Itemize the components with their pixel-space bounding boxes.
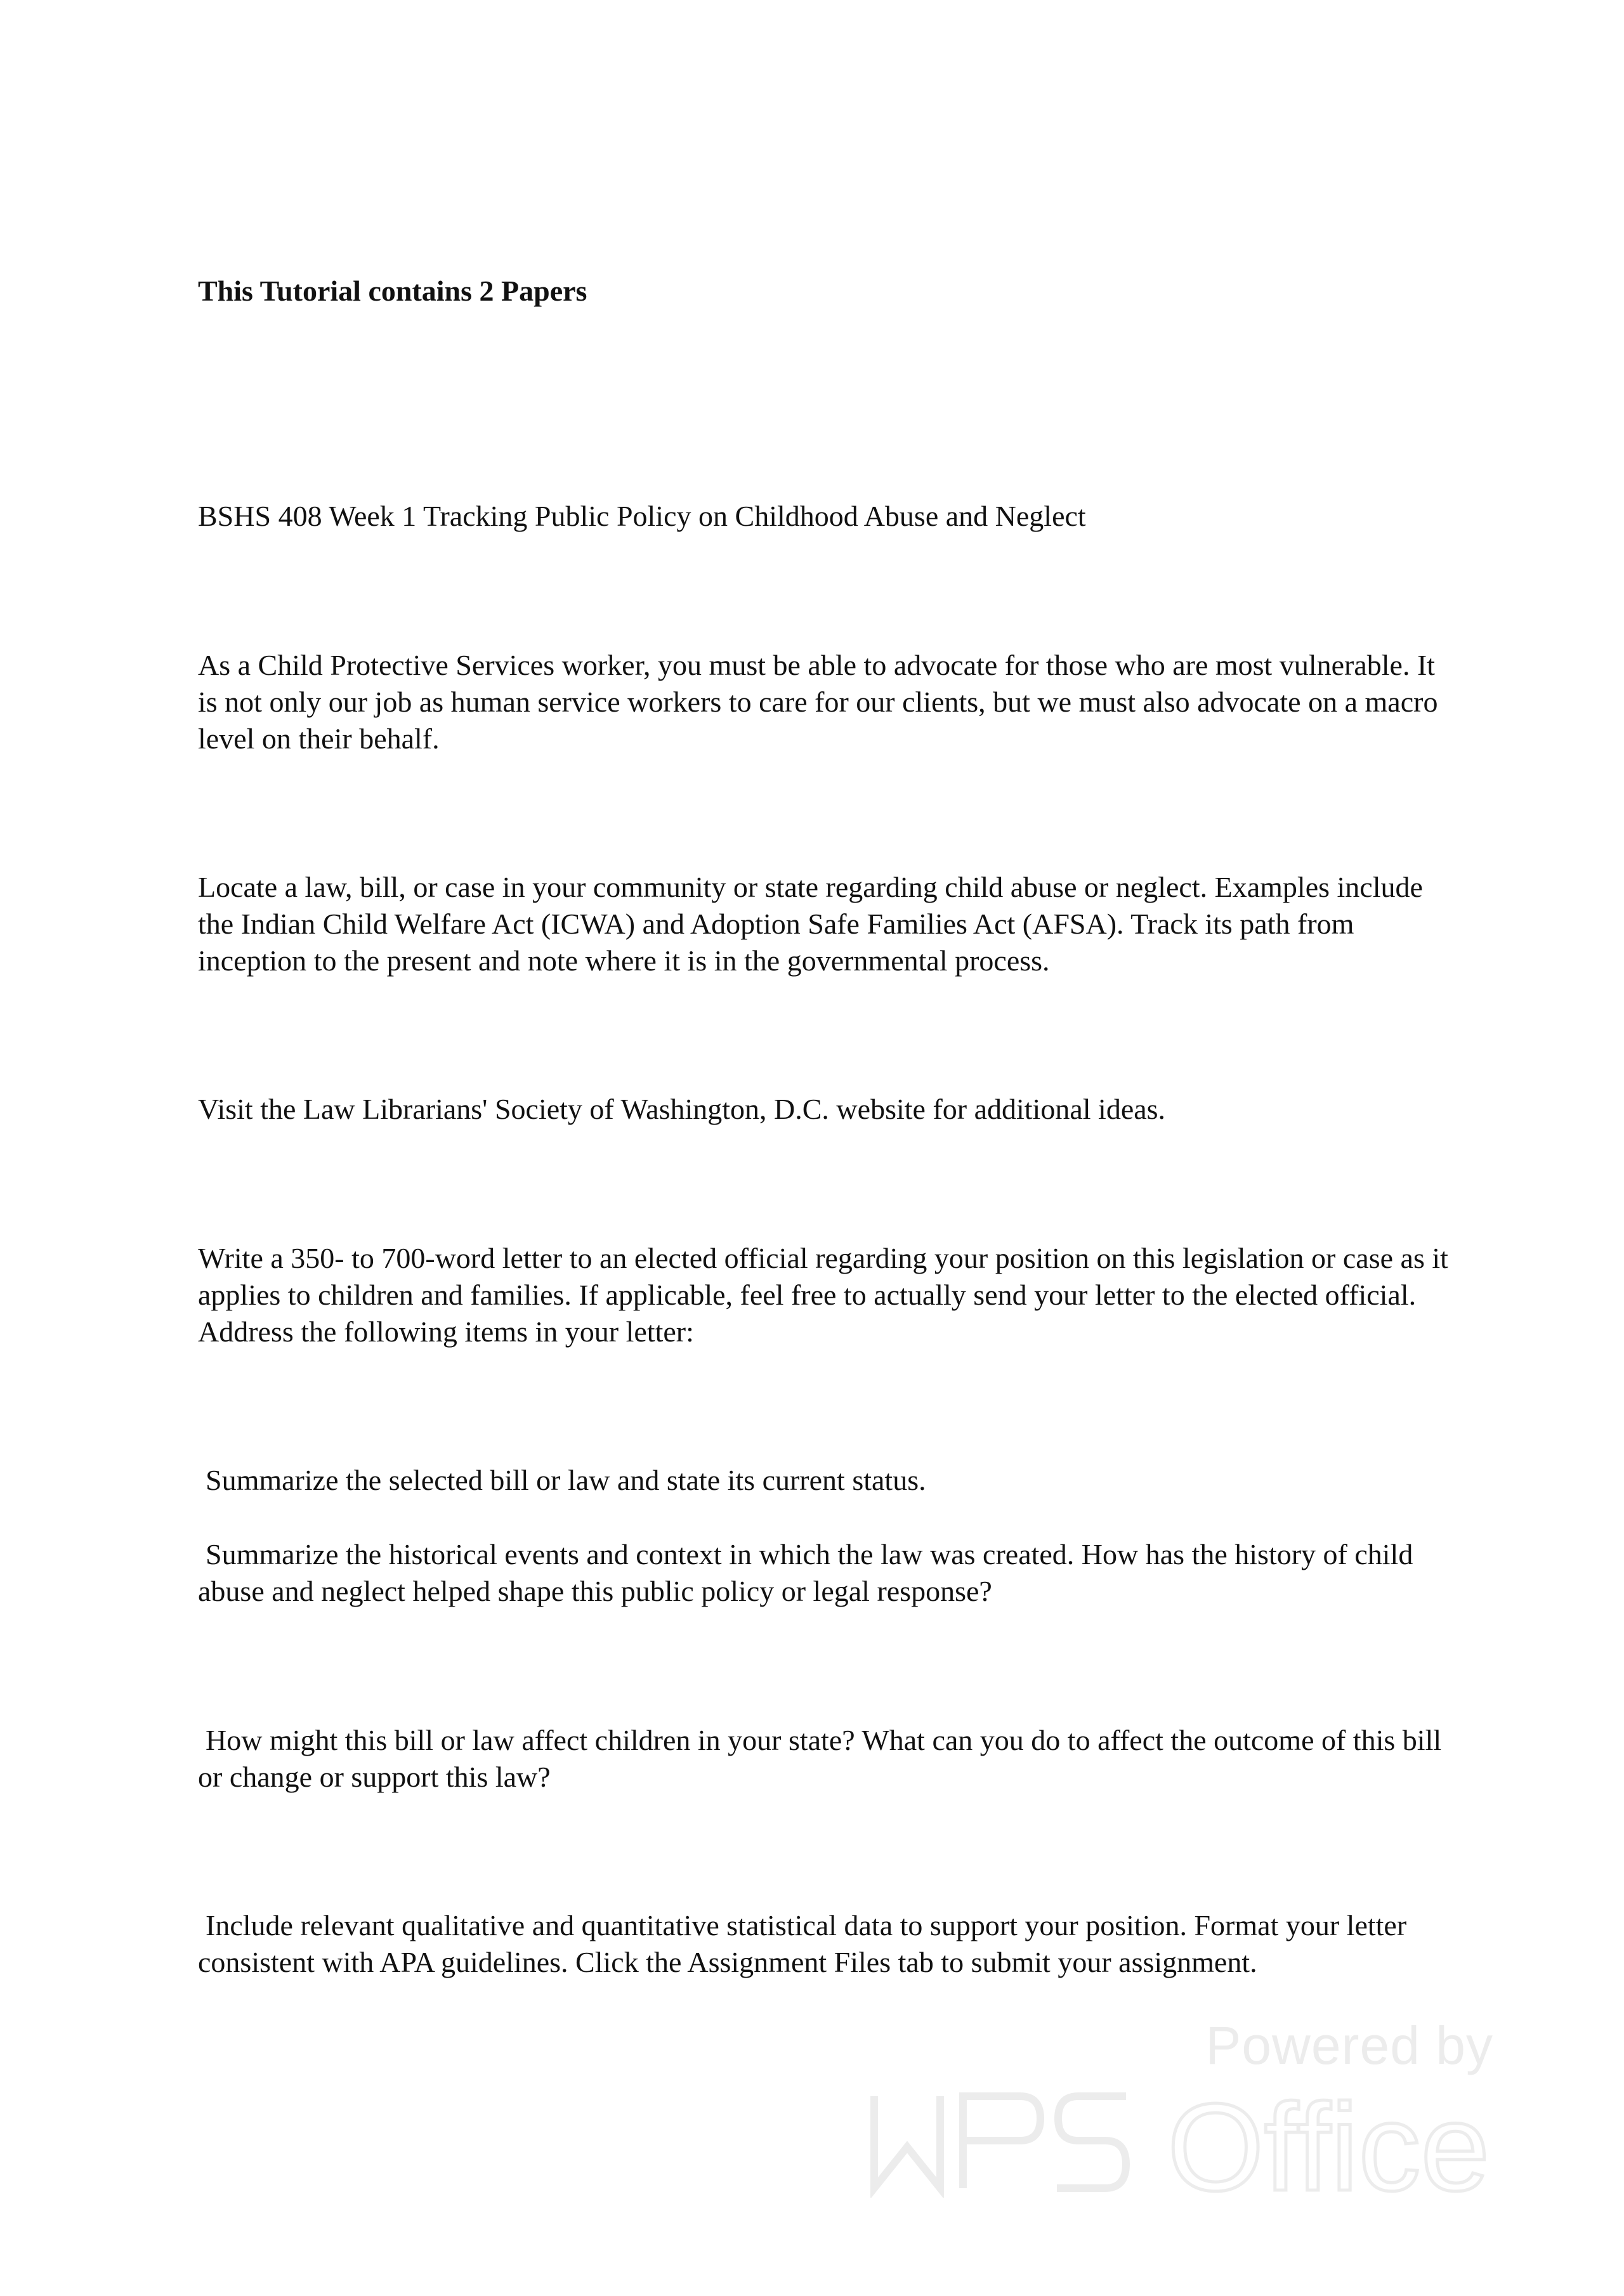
document-heading: This Tutorial contains 2 Papers — [198, 275, 587, 307]
list-item: How might this bill or law affect children in your state? What can you do to affect the outcome of this bill or change or support this law? — [198, 1724, 1442, 1793]
document-title: BSHS 408 Week 1 Tracking Public Policy on Childhood Abuse and Neglect — [198, 500, 1086, 532]
paragraph-intro: As a Child Protective Services worker, you must be able to advocate for those who are most vulnerable. It is not only our job as human service workers to care for our clients, but we must also advocate on a macro level on their behalf. — [198, 649, 1438, 755]
watermark-powered-by: Powered by — [1205, 2016, 1493, 2075]
list-item: Include relevant qualitative and quantitative statistical data to support your position. Format your letter consistent with APA guidelines. Click the Assignment Files tab to submit your assignment. — [198, 1909, 1407, 1978]
paragraph-locate: Locate a law, bill, or case in your community or state regarding child abuse or neglect. Examples include the Indian Child Welfare Act (ICWA) and Adoption Safe Families Act (AFSA). Track its path from inception to the present and note where it is in the governmental process. — [198, 871, 1423, 977]
list-item: Summarize the selected bill or law and state its current status. — [206, 1464, 926, 1496]
watermark — [869, 2014, 1503, 2204]
list-item: Summarize the historical events and context in which the law was created. How has the history of child abuse and neglect helped shape this public policy or legal response? — [198, 1538, 1413, 1607]
watermark-brand: Office — [1167, 2084, 1490, 2198]
wps-office-logo-icon — [869, 2084, 1503, 2198]
paragraph-write: Write a 350- to 700-word letter to an elected official regarding your position on this legislation or case as it applies to children and families. If applicable, feel free to actually send your letter to the elected official. Address the following items in your letter: — [198, 1242, 1448, 1348]
paragraph-visit: Visit the Law Librarians' Society of Washington, D.C. website for additional ideas. — [198, 1093, 1166, 1125]
